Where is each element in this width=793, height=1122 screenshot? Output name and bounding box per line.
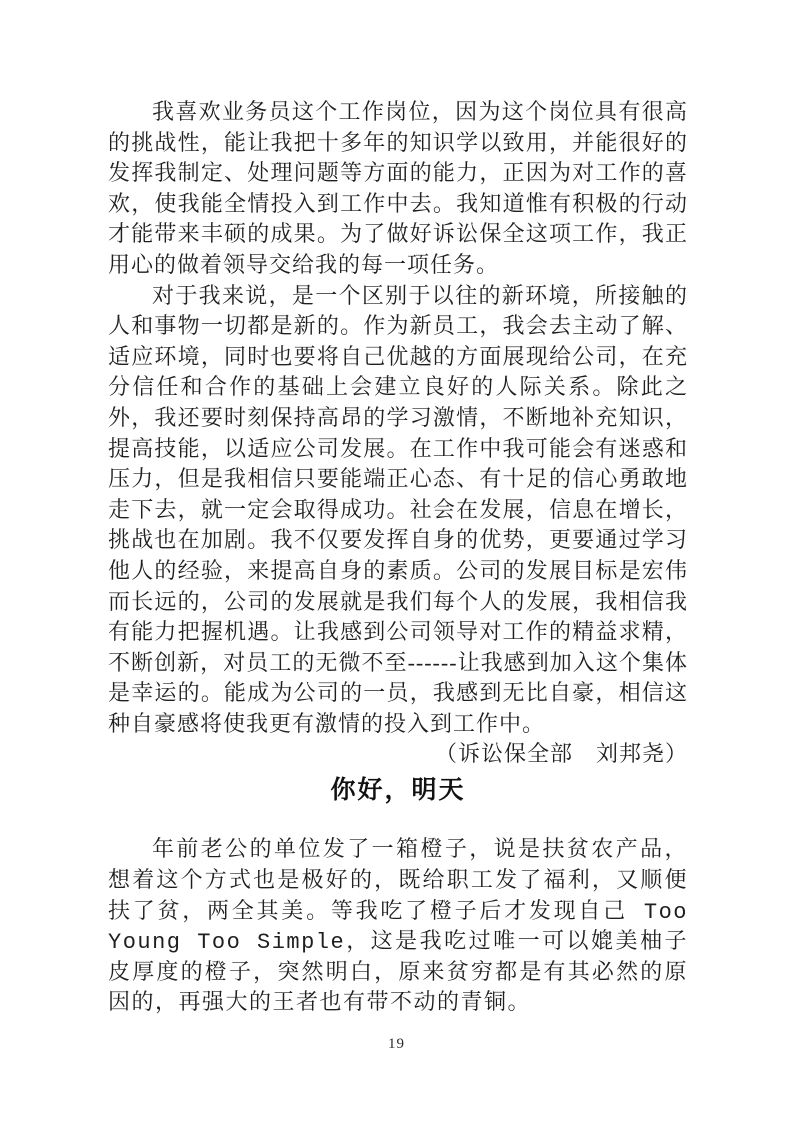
article2-title: 你好，明天 xyxy=(330,776,466,805)
article1-paragraph-2 xyxy=(108,281,688,767)
article1-attribution: （诉讼保全部 刘邦尧） xyxy=(434,741,688,767)
article1-paragraph-2-text: 对于我来说，是一个区别于以往的新环境，所接触的人和事物一切都是新的。作为新员工，我会去主动了解、适应环境，同时也要将自己优越的方面展现给公司，在充分信任和合作的基础上会建立良好的人际关系。除此之外，我还要时刻保持高昂的学习激情，不断地补充知识，提高技能，以适应公司发展。在工作中我可能会有迷惑和压力，但是我相信只要能端正心态、有十足的信心勇敢地走下去，就一定会取得成功。社会在发展，信息在增长，挑战也在加剧。我不仅要发挥自身的优势，更要通过学习他人的经验，来提高自身的素质。公司的发展目标是宏伟而长远的，公司的发展就是我们每个人的发展，我相信我有能力把握机遇。让我感到公司领导对工作的精益求精，不断创新，对员工的无微不至------让我感到加入这个集体是幸运的。能成为公司的一员，我感到无比自豪，相信这种自豪感将使我更有激情的投入到工作中。 xyxy=(108,282,688,736)
article1-paragraph-1: 我喜欢业务员这个工作岗位，因为这个岗位具有很高的挑战性，能让我把十多年的知识学以致用，并能很好的发挥我制定、处理问题等方面的能力，正因为对工作的喜欢，使我能全情投入到工作中去。我知道惟有积极的行动才能带来丰硕的成果。为了做好诉讼保全这项工作，我正用心的做着领导交给我的每一项任务。 xyxy=(108,99,688,277)
page-number: 19 xyxy=(388,1036,405,1052)
article2-paragraph-1: 年前老公的单位发了一箱橙子，说是扶贫农产品，想着这个方式也是极好的，既给职工发了福利，又顺便扶了贫，两全其美。等我吃了橙子后才发现自己 Too Young Too Simple，这是我吃过唯一可以媲美柚子皮厚度的橙子，突然明白，原来贫穷都是有其必然的原因的，再强大的王者也有带不动的青铜。 xyxy=(108,838,688,1017)
page-content xyxy=(108,97,688,1020)
